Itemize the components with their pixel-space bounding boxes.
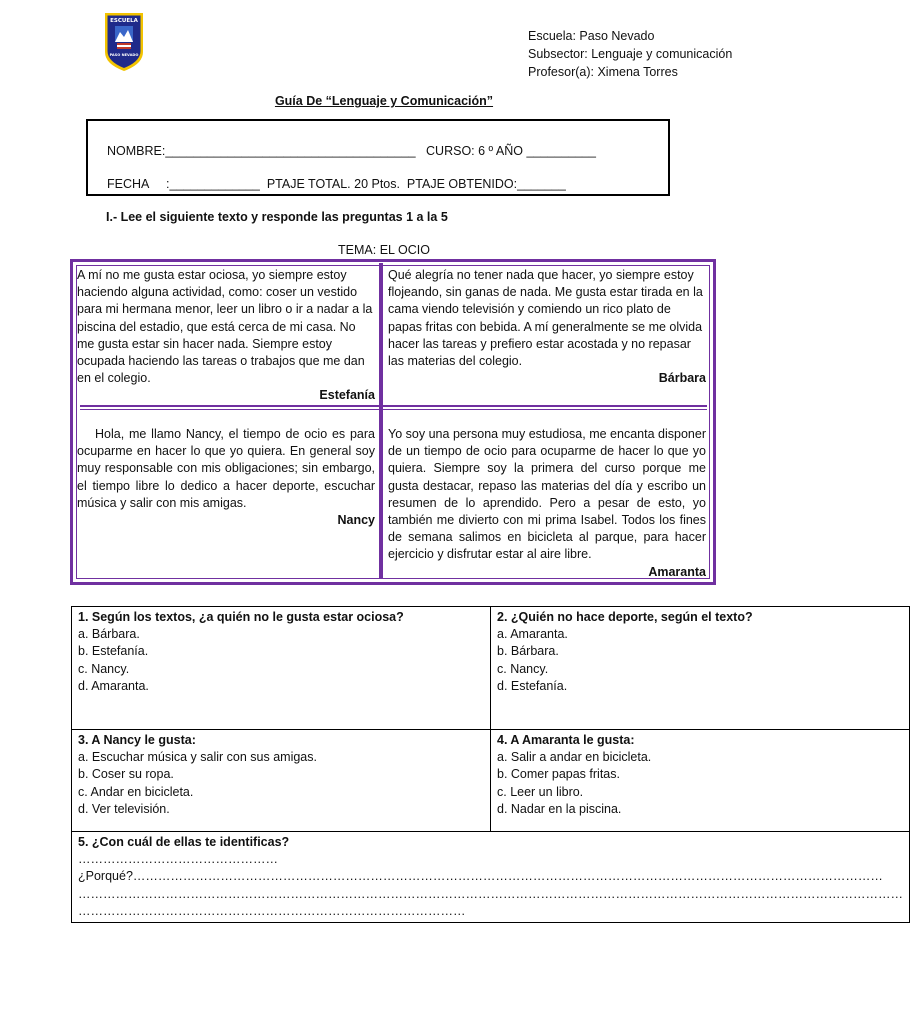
option-d[interactable]: d. Nadar en la piscina.: [497, 801, 622, 816]
passage-text: Yo soy una persona muy estudiosa, me encanta disponer de un tiempo de ocio para ocuparme de hacer lo que yo quiera. Siempre soy la primera del curso porque me gusta destacar, repaso las materias del día y escribo un resumen de lo aprendido. Pero a pesar de esto, yo también me divierto con mi prima Isabel. Todos los fines de semana salimos en bicicleta al parque, para hacer ejercicio y disfrutar estar al aire libre.: [388, 427, 706, 562]
logo-bottom-text: PASO NEVADO: [109, 53, 139, 57]
option-b[interactable]: b. Estefanía.: [78, 644, 149, 659]
instruction-text: I.- Lee el siguiente texto y responde las preguntas 1 a la 5: [106, 210, 448, 224]
school-info: [528, 27, 732, 81]
question-title: 4. A Amaranta le gusta:: [497, 733, 635, 747]
passage-author: Amaranta: [648, 564, 706, 579]
question-5: [72, 832, 910, 923]
school-name: Escuela: Paso Nevado: [528, 29, 655, 43]
passage-author: Nancy: [337, 513, 375, 528]
option-d[interactable]: d. Ver televisión.: [78, 801, 170, 816]
answer-line[interactable]: …………………………………………………………………………………: [78, 903, 466, 918]
passage-amaranta: [388, 426, 706, 581]
option-b[interactable]: b. Bárbara.: [497, 644, 559, 659]
option-a[interactable]: a. Bárbara.: [78, 627, 140, 642]
option-b[interactable]: b. Coser su ropa.: [78, 767, 174, 782]
option-d[interactable]: d. Amaranta.: [78, 678, 149, 693]
question-title: 5. ¿Con cuál de ellas te identificas?: [78, 835, 290, 849]
passage-text: Hola, me llamo Nancy, el tiempo de ocio es para ocuparme en hacer lo que yo quiera. En general soy muy responsable con mis obligaciones; sin embargo, el tiempo libre lo dedico a hacer deporte, escuchar música y salir con mis amigas.: [77, 427, 375, 510]
passage-text: A mí no me gusta estar ociosa, yo siempre estoy haciendo alguna actividad, como: coser un vestido para mi hermana menor, leer un libro o ir a nadar a la piscina del estadio, que está cerca de mi casa. No me gusta estar sin hacer nada. Siempre estoy ocupada haciendo las tareas o trabajos que me dan en el colegio.: [77, 268, 373, 386]
teacher-name: Profesor(a): Ximena Torres: [528, 65, 678, 79]
option-a[interactable]: a. Salir a andar en bicicleta.: [497, 750, 652, 765]
topic-title: TEMA: EL OCIO: [338, 243, 430, 257]
page-title: Guía De “Lenguaje y Comunicación”: [274, 94, 494, 108]
questions-table: [71, 606, 910, 923]
option-b[interactable]: b. Comer papas fritas.: [497, 767, 620, 782]
passage-author: Bárbara: [658, 371, 706, 386]
passage-estefania: [77, 267, 375, 405]
question-1: [72, 607, 491, 730]
horizontal-divider: [80, 405, 707, 410]
why-answer-line[interactable]: ¿Porqué?………………………………………………………………………………………………………………………………………………………………: [78, 869, 883, 884]
answer-line[interactable]: ………………………………………………………………………………………………………………………………………………………………………………: [78, 886, 903, 901]
option-c[interactable]: c. Andar en bicicleta.: [78, 784, 194, 799]
question-title: 3. A Nancy le gusta:: [78, 733, 196, 747]
passage-barbara: [388, 267, 706, 387]
school-crest-icon: [104, 12, 144, 72]
answer-line[interactable]: …………………………………………: [78, 852, 278, 867]
name-course-line[interactable]: NOMBRE:____________________________________ CURSO: 6 º AÑO __________: [107, 144, 596, 158]
option-a[interactable]: a. Amaranta.: [497, 627, 568, 642]
passage-text: Qué alegría no tener nada que hacer, yo siempre estoy flojeando, sin ganas de nada. Me gusta estar tirada en la cama viendo televisión y comiendo un rico plato de papas fritas con bebida. A mí generalmente se me olvida hacer las tareas y prefiero estar acostada y no repasar las materias del colegio.: [388, 268, 703, 369]
subject-name: Subsector: Lenguaje y comunicación: [528, 47, 733, 61]
date-score-line[interactable]: FECHA :_____________ PTAJE TOTAL. 20 Ptos. PTAJE OBTENIDO:_______: [107, 177, 566, 191]
option-c[interactable]: c. Leer un libro.: [497, 784, 584, 799]
school-logo: [104, 12, 144, 72]
student-info-box: [86, 119, 670, 196]
question-title: 2. ¿Quién no hace deporte, según el texto?: [497, 610, 753, 624]
option-a[interactable]: a. Escuchar música y salir con sus amigas.: [78, 750, 317, 765]
option-c[interactable]: c. Nancy.: [78, 661, 130, 676]
question-2: [491, 607, 910, 730]
question-title: 1. Según los textos, ¿a quién no le gusta estar ociosa?: [78, 610, 404, 624]
passage-author: Estefanía: [319, 388, 375, 403]
passage-nancy: [77, 426, 375, 529]
logo-top-text: ESCUELA: [110, 18, 138, 24]
question-4: [491, 730, 910, 832]
option-c[interactable]: c. Nancy.: [497, 661, 549, 676]
question-3: [72, 730, 491, 832]
option-d[interactable]: d. Estefanía.: [497, 678, 568, 693]
vertical-divider: [379, 263, 383, 579]
